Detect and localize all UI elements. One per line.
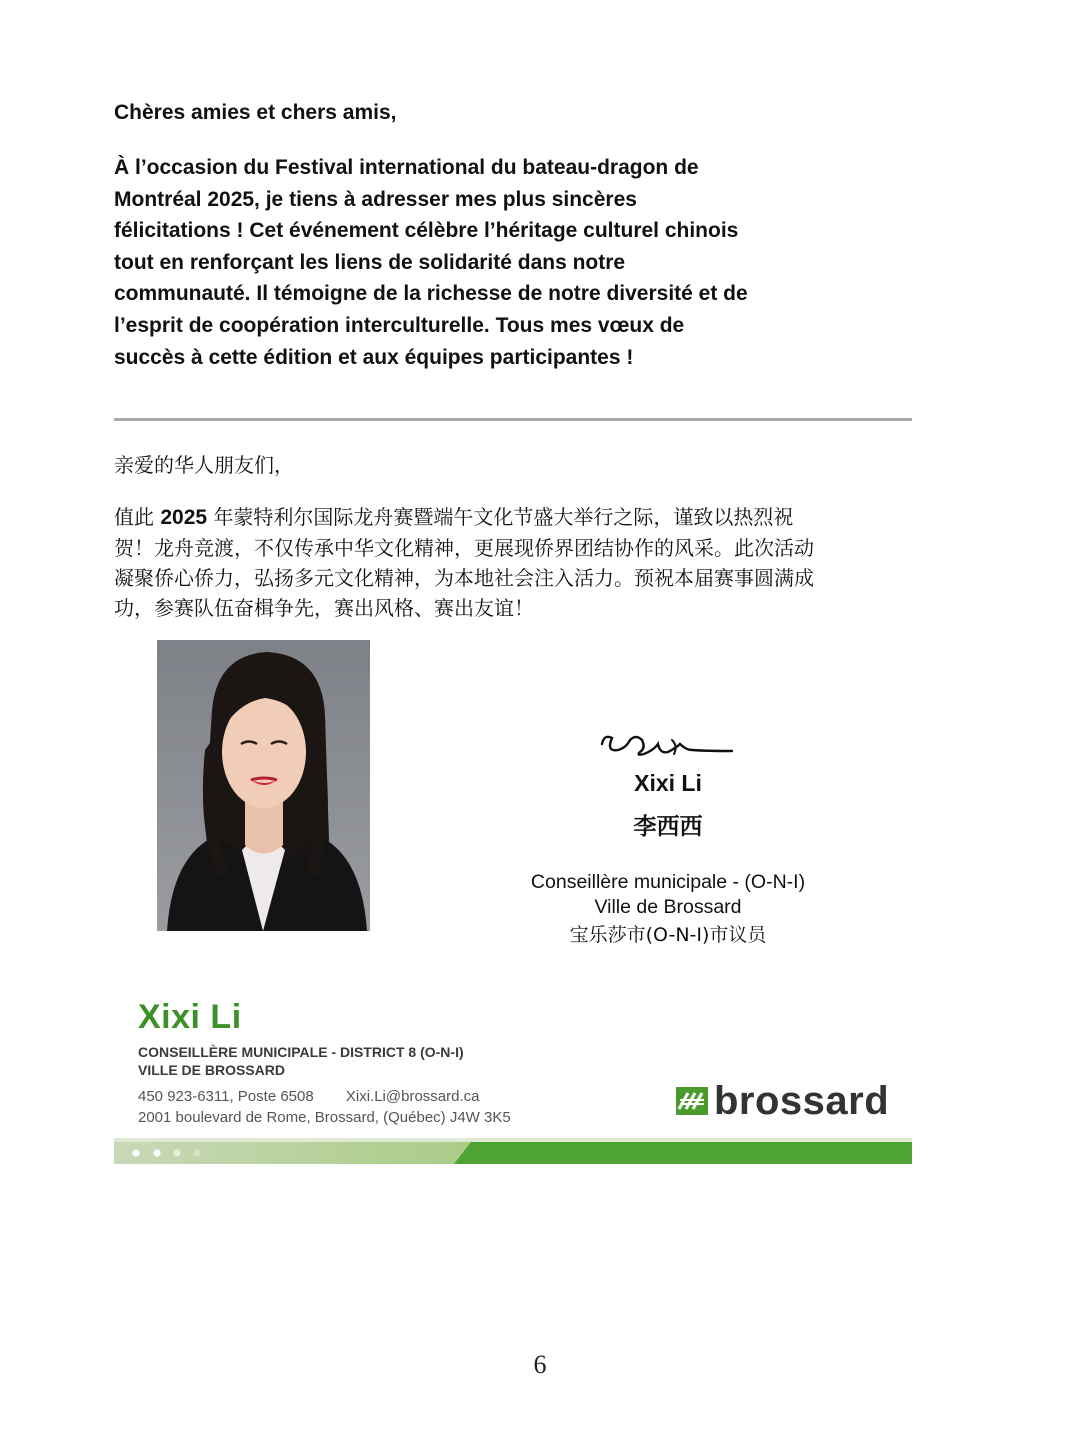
signatory-role-block [468, 870, 868, 948]
french-line: l’esprit de coopération interculturelle. Tous mes vœux de [114, 313, 685, 337]
card-address: 2001 boulevard de Rome, Brossard, (Québec) J4W 3K5 [138, 1109, 511, 1126]
card-name: Xixi Li [138, 998, 242, 1036]
chinese-line-prefix: 值此 [114, 505, 154, 529]
signatory-role-chinese: 宝乐莎市(O-N-I)市议员 [569, 924, 767, 946]
card-title-block [138, 1043, 464, 1079]
french-line: succès à cette édition et aux équipes participantes ! [114, 345, 634, 369]
brossard-logo-icon [676, 1087, 708, 1115]
french-line: félicitations ! Cet événement célèbre l’héritage culturel chinois [114, 219, 739, 243]
handwritten-signature [596, 724, 738, 764]
section-divider [114, 418, 912, 421]
french-line: Montréal 2025, je tiens à adresser mes plus sincères [114, 187, 637, 211]
chinese-greeting: 亲爱的华人朋友们， [114, 453, 294, 477]
portrait-photo [157, 640, 370, 931]
chinese-line: 贺！龙舟竞渡，不仅传承中华文化精神，更展现侨界团结协作的风采。此次活动 [114, 536, 814, 560]
chinese-year: 2025 [160, 506, 208, 529]
page-number: 6 [533, 1350, 547, 1379]
signatory-name-chinese: 李西西 [633, 814, 703, 840]
french-line: communauté. Il témoigne de la richesse de notre diversité et de [114, 282, 748, 306]
business-card [114, 996, 912, 1166]
card-email: Xixi.Li@brossard.ca [345, 1088, 480, 1105]
signatory-name: Xixi Li [634, 770, 702, 796]
brossard-logo [676, 1080, 889, 1122]
card-accent-bar [114, 1138, 912, 1164]
card-title: CONSEILLÈRE MUNICIPALE - DISTRICT 8 (O-N-I) [138, 1044, 464, 1060]
brossard-logo-text: brossard [714, 1078, 890, 1123]
chinese-message [114, 502, 892, 623]
card-phone: 450 923-6311, Poste 6508 [138, 1088, 314, 1105]
card-city: VILLE DE BROSSARD [138, 1062, 286, 1078]
french-line: À l’occasion du Festival international du bateau-dragon de [114, 156, 699, 179]
signatory-city: Ville de Brossard [594, 896, 742, 918]
signatory-role: Conseillère municipale - (O-N-I) [530, 871, 806, 893]
french-line: tout en renforçant les liens de solidarité dans notre [114, 250, 626, 274]
chinese-line: 凝聚侨心侨力，弘扬多元文化精神，为本地社会注入活力。预祝本届赛事圆满成 [114, 566, 814, 590]
card-contact [138, 1086, 511, 1128]
french-greeting: Chères amies et chers amis, [114, 101, 397, 124]
french-message [114, 152, 914, 373]
chinese-line: 功，参赛队伍奋楫争先，赛出风格、赛出友谊！ [114, 596, 534, 620]
chinese-line-suffix: 年蒙特利尔国际龙舟赛暨端午文化节盛大举行之际，谨致以热烈祝 [213, 505, 794, 529]
